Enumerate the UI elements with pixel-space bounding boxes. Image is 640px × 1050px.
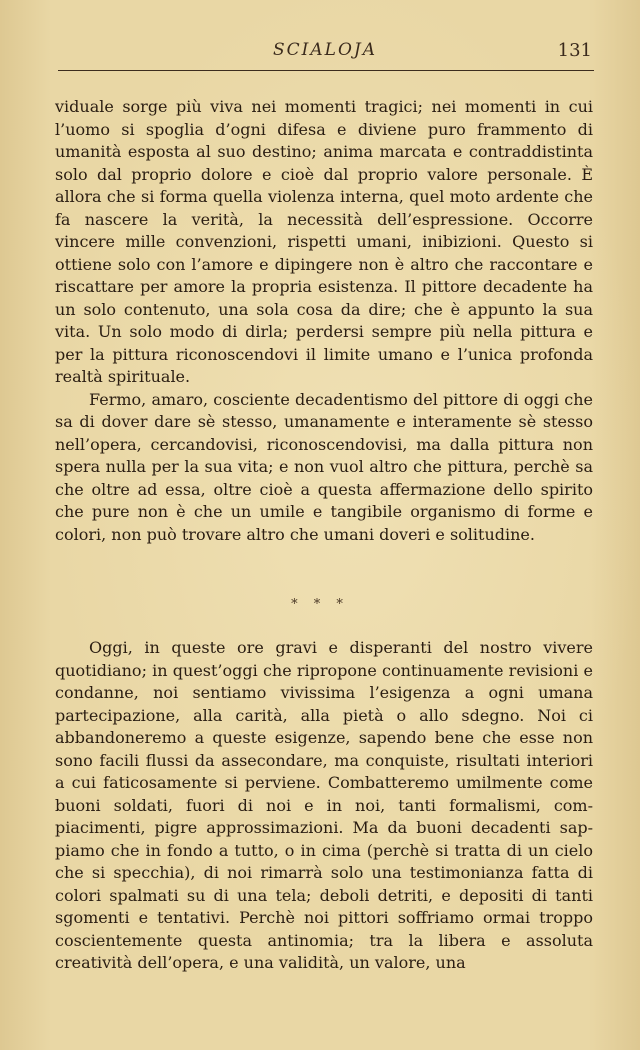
paragraph-fermo-amaro: Fermo, amaro, cosciente decadentismo del pittore di oggi che sa di dover dare sè stesso, umanamente e interamente sè stesso nell’opera, cercandovisi, riconoscendovisi, ma dalla pittura non spera nulla per la sua vita; e non vuol altro che pittura, perchè sa che oltre ad essa, oltre cioè a questa affermazione dello spirito che pure non è che un umile e tangibile organismo di forme e colori, non può trovare altro che umani doveri e solitudine. — [55, 389, 593, 544]
paragraph-continued: viduale sorge più viva nei momenti tragici; nei momenti in cui l’uomo si spoglia d’ogni difesa e diviene puro frammento di umanità esposta al suo destino; anima marcata e contraddistinta solo dal proprio dolore e cioè dal proprio valore personale. È allora che si forma quella violenza interna, quel moto ardente che fa nascere la verità, la necessità dell’espressione. Occorre vincere mille convenzioni, rispetti umani, inibizioni. Questo si ottiene solo con l’amore e dipingere non è altro che raccontare e riscattare per amore la propria esistenza. Il pittore decadente ha un solo contenuto, una sola cosa da dire; che è appunto la sua vita. Un solo modo di dirla; perdersi sempre più nella pittura e per la pittura riconoscendovi il limite umano e l’unica profonda realtà spirituale. — [55, 97, 593, 386]
section-separator: * * * — [291, 597, 349, 612]
page-header — [58, 40, 592, 70]
header-rule — [58, 70, 594, 71]
text-block-bottom — [55, 637, 593, 975]
paragraph-oggi: Oggi, in queste ore gravi e disperanti del nostro vivere quotidiano; in quest’oggi che ripropone continuamente revisioni e condanne, noi sentiamo vivissima l’esigenza a ogni umana partecipazione, alla carità, alla pietà o allo sdegno. Noi ci abbandoneremo a queste esigenze, sapendo bene che esse non sono facili flussi da assecondare, ma conquiste, risultati interiori a cui faticosamente si perviene. Combatteremo umilmente come buoni soldati, fuori di noi e in noi, tanti formalismi, compiacimenti, pigre approssimazioni. Ma da buoni decadenti sappiamo che in fondo a tutto, o in cima (perchè si tratta di un cielo che si specchia), di noi rimarrà solo una testimonianza fatta di colori spalmati su di una tela; deboli detriti, e depositi di tanti sgomenti e tentativi. Perchè noi pittori soffriamo ormai troppo coscientemente questa antinomia; tra la libera e assoluta creatività dell’opera, e una validità, un valore, una — [55, 638, 593, 972]
text-block-top — [55, 96, 593, 546]
running-title: SCIALOJA — [273, 40, 377, 60]
page-number: 131 — [557, 40, 592, 61]
